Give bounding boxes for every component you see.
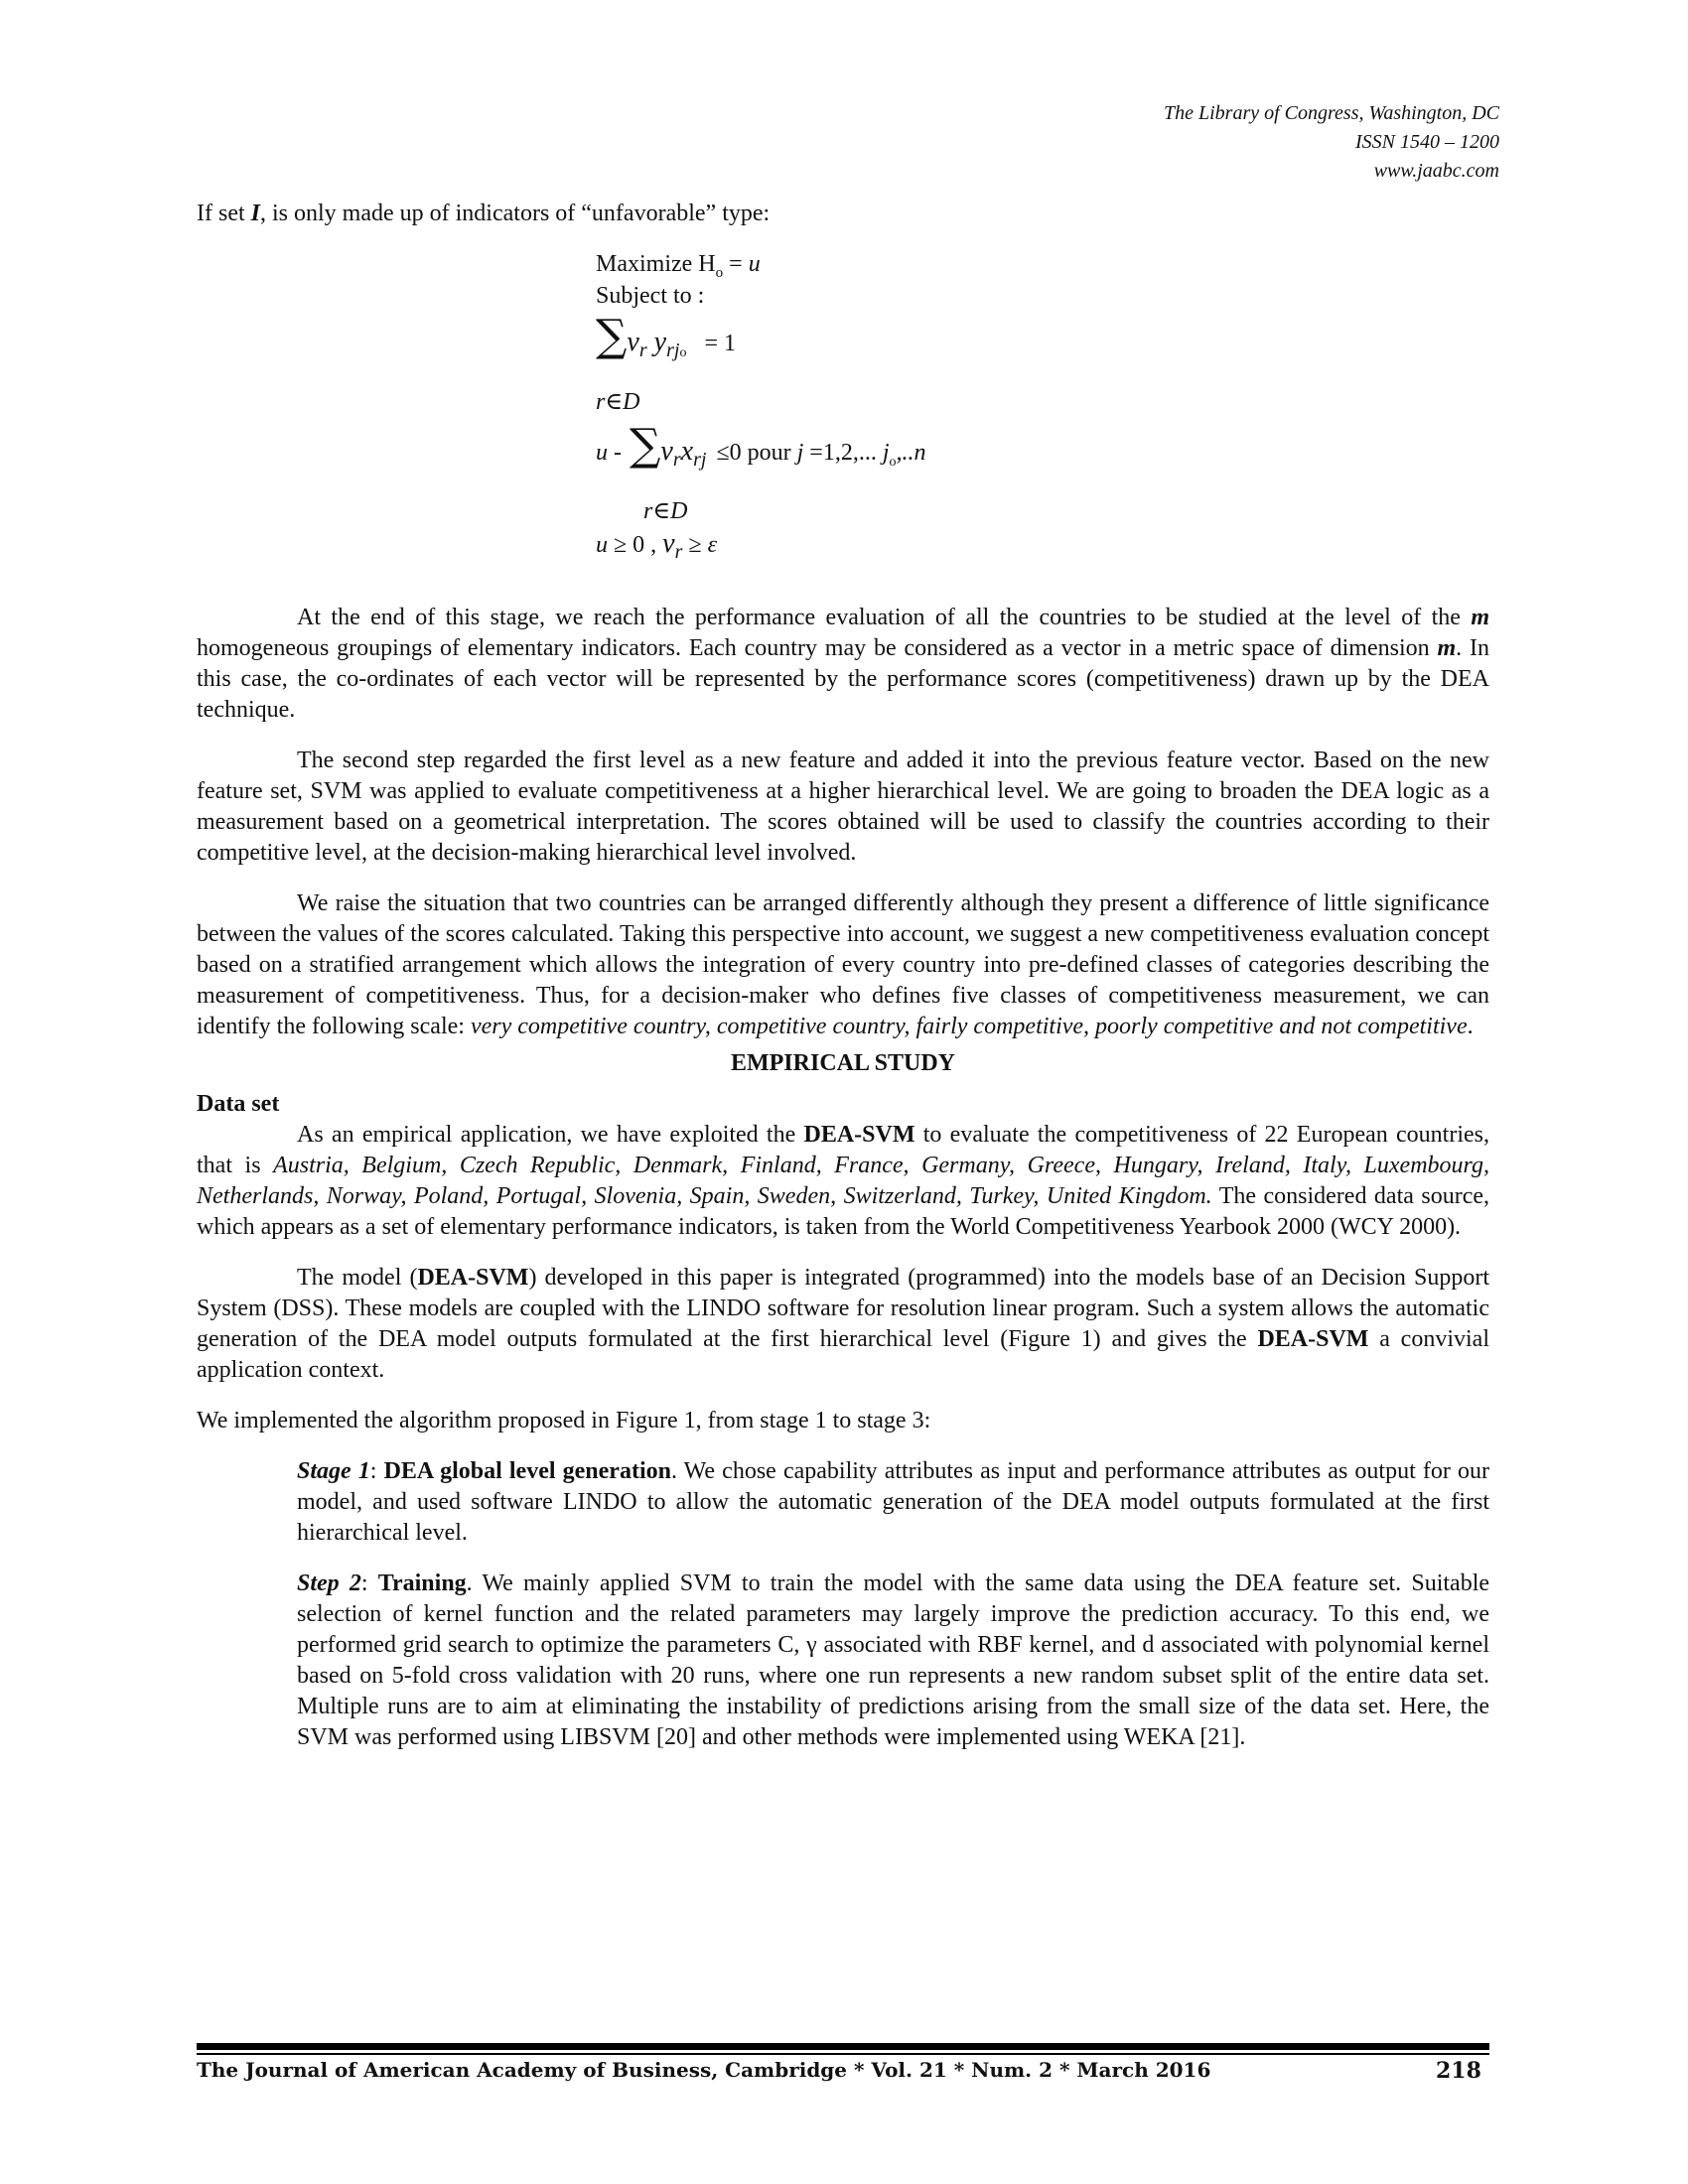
summation-symbol: ∑	[630, 420, 661, 471]
constraint-1: $\sum v_r$ $y_{rjo} = 1$	[596, 311, 736, 361]
paragraph-model: The model (DEA-SVM) developed in this paper is integrated (programmed) into the models base of an Decision Support System (DSS). These models are coupled with the LINDO software for resolution linear program. Such a system allows the automatic generation of the DEA model outputs formulated at the first hierarchical level (Figure 1) and gives the DEA-SVM a convivial application context.	[197, 1265, 1490, 1383]
running-header	[1164, 99, 1499, 186]
header-issn: ISSN 1540 – 1200	[1355, 131, 1499, 153]
objective-line: Maximize $H_o = u$	[596, 251, 761, 281]
footer-journal: The Journal of American Academy of Business, Cambridge * Vol. 21 * Num. 2 * March 2016	[197, 2058, 1211, 2082]
running-footer	[197, 2058, 1489, 2092]
subsection-title: Data set	[197, 1091, 280, 1117]
page-number: 218	[1436, 2058, 1481, 2084]
paragraph-dea-stage: At the end of this stage, we reach the performance evaluation of all the countries to be studied at the level of the m homogeneous groupings of elementary indicators. Each country may be considered as a vector in a metric space of dimension m. In this case, the co-ordinates of each vector will be represented by the performance scores (competitiveness) drawn up by the DEA technique.	[197, 605, 1489, 723]
constraint-2: $u - \sum v_rx_{rj} \le 0$ pour j =1,2,... $j_o,..n$	[596, 420, 926, 471]
constraint-2-index: r∈D	[643, 498, 688, 524]
body-text	[197, 199, 1489, 1753]
constraint-1-index: r∈D	[596, 389, 640, 415]
paragraph-data-set: As an empirical application, we have exploited the DEA-SVM to evaluate the competitiveness of 22 European countries, that is Austria, Belgium, Czech Republic, Denmark, Finland, France, Germany, Greece, Hungary, Ireland, Italy, Luxembourg, Netherlands, Norway, Poland, Portugal, Slovenia, Spain, Sweden, Switzerland, Turkey, United Kingdom. The considered data source, which appears as a set of elementary performance indicators, is taken from the World Competitiveness Yearbook 2000 (WCY 2000).	[197, 1122, 1489, 1240]
step-2-item: Step 2: Training. We mainly applied SVM to train the model with the same data using the DEA feature set. Suitable selection of kernel function and the related parameters may largely improve the prediction accuracy. To this end, we performed grid search to optimize the parameters C, γ associated with RBF kernel, and d associated with polynomial kernel based on 5-fold cross validation with 20 runs, where one run represents a new random subset split of the entire data set. Multiple runs are to aim at eliminating the instability of predictions arising from the small size of the data set. Here, the SVM was performed using LIBSVM [20] and other methods were implemented using WEKA [21].	[297, 1570, 1490, 1750]
paragraph-algorithm: We implemented the algorithm proposed in Figure 1, from stage 1 to stage 3:	[197, 1408, 931, 1433]
header-website: www.jaabc.com	[1373, 160, 1499, 182]
subject-to-label: Subject to :	[596, 283, 705, 309]
paragraph-classes: We raise the situation that two countries can be arranged differently although they present a difference of little significance between the values of the scores calculated. Taking this perspective into account, we suggest a new competitiveness evaluation concept based on a stratified arrangement which allows the integration of every country into pre-defined classes of categories describing the measurement of competitiveness. Thus, for a decision-maker who defines five classes of competitiveness measurement, we can identify the following scale: very competitive country, competitive country, fairly competitive, poorly competitive and not competitive.	[197, 890, 1489, 1039]
footer-rule	[197, 2043, 1489, 2055]
section-title: EMPIRICAL STUDY	[730, 1050, 956, 1076]
constraint-3: u ≥ 0 , $v_r \ge \varepsilon$	[596, 528, 718, 563]
lp-formulation	[596, 243, 1291, 603]
stage-1-item: Stage 1: DEA global level generation. We chose capability attributes as input and performance attributes as output for our model, and used software LINDO to allow the automatic generation of the DEA model outputs formulated at the first hierarchical level.	[297, 1458, 1489, 1546]
paragraph-second-step: The second step regarded the first level as a new feature and added it into the previous feature vector. Based on the new feature set, SVM was applied to evaluate competitiveness at a higher hierarchical level. We are going to broaden the DEA logic as a measurement based on a geometrical interpretation. The scores obtained will be used to classify the countries according to their competitive level, at the decision-making hierarchical level involved.	[197, 748, 1489, 866]
summation-symbol: ∑	[596, 311, 628, 361]
intro-sentence: If set I, is only made up of indicators of “unfavorable” type:	[197, 201, 771, 226]
header-library: The Library of Congress, Washington, DC	[1163, 102, 1499, 124]
